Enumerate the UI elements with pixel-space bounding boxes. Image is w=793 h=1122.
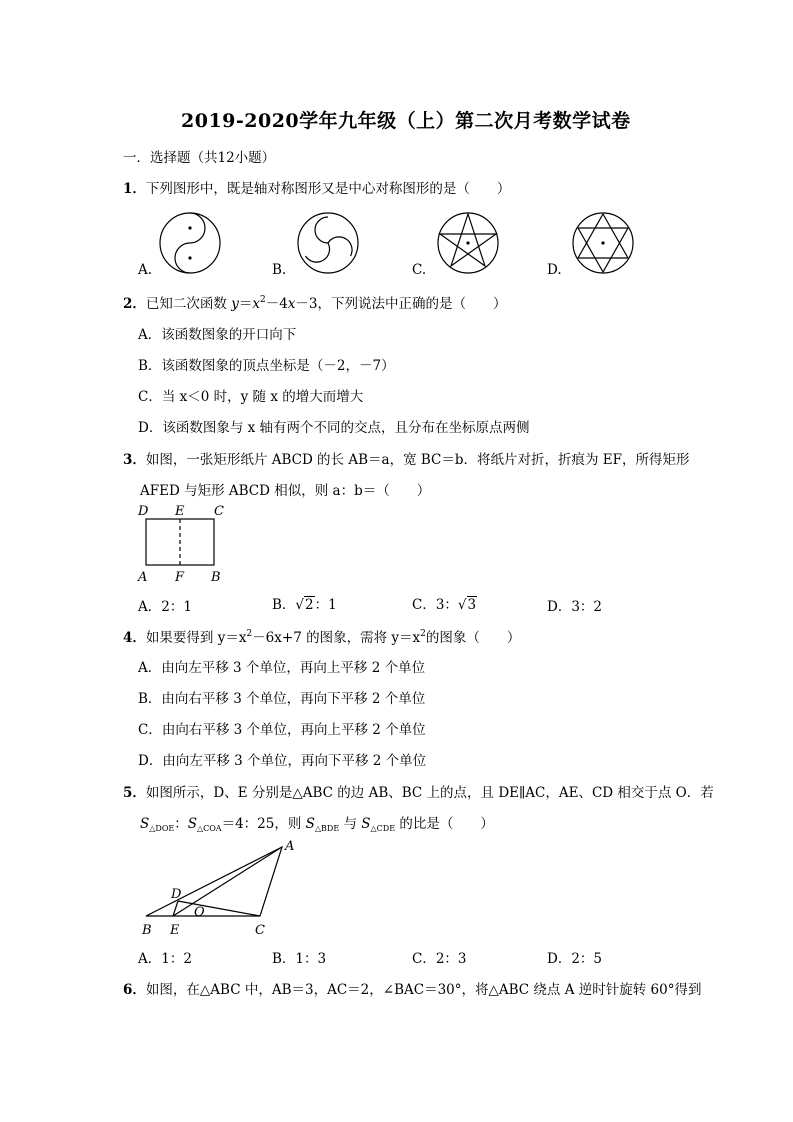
q3-rectangle-figure [130, 500, 240, 588]
label-d: D [171, 887, 182, 902]
question-6 [123, 978, 701, 998]
question-2 [123, 292, 507, 312]
question-text-1: 如果要得到 y＝x [145, 630, 247, 646]
var-y: y [231, 296, 239, 312]
q1-option-c: C. [412, 262, 427, 278]
question-tail: 的比是（ ） [395, 816, 494, 832]
exponent: 2 [259, 295, 266, 305]
area-symbol: S [140, 816, 150, 832]
q3-option-a: A．2：1 [138, 599, 192, 615]
q2-option-c: C．当 x＜0 时，y 随 x 的增大而增大 [138, 389, 364, 405]
question-text-2: －6x+7 的图象，需将 y＝x [252, 630, 421, 646]
radicand: 2 [305, 597, 314, 613]
q4-option-b: B．由向右平移 3 个单位，再向下平移 2 个单位 [138, 691, 426, 707]
label-e: E [175, 504, 185, 519]
q5-option-d: D．2：5 [547, 951, 603, 967]
sqrt: √3 [457, 597, 477, 613]
taiji-symbol [160, 213, 220, 273]
question-3-line-1 [123, 448, 690, 468]
question-number: 4． [123, 630, 146, 646]
colon: ： [174, 816, 188, 832]
question-number: 2． [123, 296, 146, 312]
q1-option-d: D. [547, 262, 562, 278]
label-f: F [175, 570, 185, 585]
option-label: B． [272, 597, 296, 613]
q5-option-c: C．2：3 [412, 951, 467, 967]
var-x: x [252, 296, 260, 312]
q2-option-a: A．该函数图象的开口向下 [138, 327, 297, 343]
term: －4 [265, 296, 288, 312]
option-label: C．3： [412, 597, 458, 613]
question-text: 如图，在△ABC 中，AB＝3，AC＝2，∠BAC＝30°，将△ABC 绕点 A 逆时针旋转 60°得到 [145, 982, 702, 998]
equals: ＝ [238, 296, 253, 312]
question-text: 下列图形中，既是轴对称图形又是中心对称图形的是（ ） [145, 181, 511, 197]
q1-option-b: B. [272, 262, 287, 278]
q2-option-b: B．该函数图象的顶点坐标是（－2，－7） [138, 358, 395, 374]
q3-option-b [272, 593, 337, 613]
question-1 [123, 177, 510, 197]
q5-option-a: A．1：2 [138, 951, 192, 967]
q3-option-c [412, 593, 477, 613]
q4-option-c: C．由向右平移 3 个单位，再向上平移 2 个单位 [138, 722, 426, 738]
q2-option-d: D．该函数图象与 x 轴有两个不同的交点，且分布在坐标原点两侧 [138, 420, 530, 436]
label-e: E [170, 923, 180, 938]
question-number: 1． [123, 181, 146, 197]
question-text-3: 的图象（ ） [425, 630, 521, 646]
area-symbol: S [305, 816, 315, 832]
question-4 [123, 626, 520, 646]
label-c: C [255, 923, 265, 938]
option-tail: ：1 [314, 597, 337, 613]
q5-triangle-figure [130, 835, 310, 940]
question-number: 6． [123, 982, 146, 998]
hexagram-symbol [573, 213, 633, 273]
label-d: D [138, 504, 149, 519]
q4-option-d: D．由向左平移 3 个单位，再向下平移 2 个单位 [138, 753, 427, 769]
subscript: △DOE [149, 824, 175, 833]
label-a: A [138, 570, 148, 585]
area-symbol: S [187, 816, 197, 832]
question-number: 3． [123, 452, 146, 468]
question-5-line-1 [123, 781, 714, 801]
pentagram-symbol [438, 213, 498, 273]
question-text-pre: 已知二次函数 [145, 296, 232, 312]
page-title: 2019-2020学年九年级（上）第二次月考数学试卷 [181, 110, 631, 132]
label-a: A [285, 839, 295, 854]
question-text: 如图所示，D、E 分别是△ABC 的边 AB、BC 上的点，且 DE∥AC，AE、CD 相交于点 O．若 [145, 785, 714, 801]
triple-swirl-symbol [298, 213, 358, 273]
label-c: C [214, 504, 224, 519]
question-text: 如图，一张矩形纸片 ABCD 的长 AB＝a，宽 BC＝b．将纸片对折，折痕为 EF，所得矩形 [145, 452, 690, 468]
label-b: B [211, 570, 221, 585]
section-heading: 一．选择题（共12小题） [123, 150, 276, 166]
sqrt: √2 [295, 597, 314, 613]
exponent: 2 [420, 629, 426, 639]
question-5-line-2 [140, 812, 494, 832]
area-symbol: S [361, 816, 371, 832]
q3-option-d: D．3：2 [547, 599, 603, 615]
question-number: 5． [123, 785, 146, 801]
and-text: 与 [339, 816, 362, 832]
label-o: O [194, 905, 205, 920]
q1-option-a: A. [138, 262, 153, 278]
question-text-tail: －3，下列说法中正确的是（ ） [295, 296, 507, 312]
exponent: 2 [246, 629, 253, 639]
q5-option-b: B．1：3 [272, 951, 327, 967]
radicand: 3 [467, 597, 477, 613]
var-x: x [287, 296, 296, 312]
label-b: B [142, 923, 152, 938]
q4-option-a: A．由向左平移 3 个单位，再向上平移 2 个单位 [138, 660, 426, 676]
subscript: △BDE [314, 824, 340, 833]
subscript: △CDE [370, 824, 396, 833]
question-3-line-2: AFED 与矩形 ABCD 相似，则 a：b＝（ ） [140, 483, 431, 499]
ratio-text: ＝4：25，则 [221, 816, 306, 832]
subscript: △COA [196, 824, 222, 833]
